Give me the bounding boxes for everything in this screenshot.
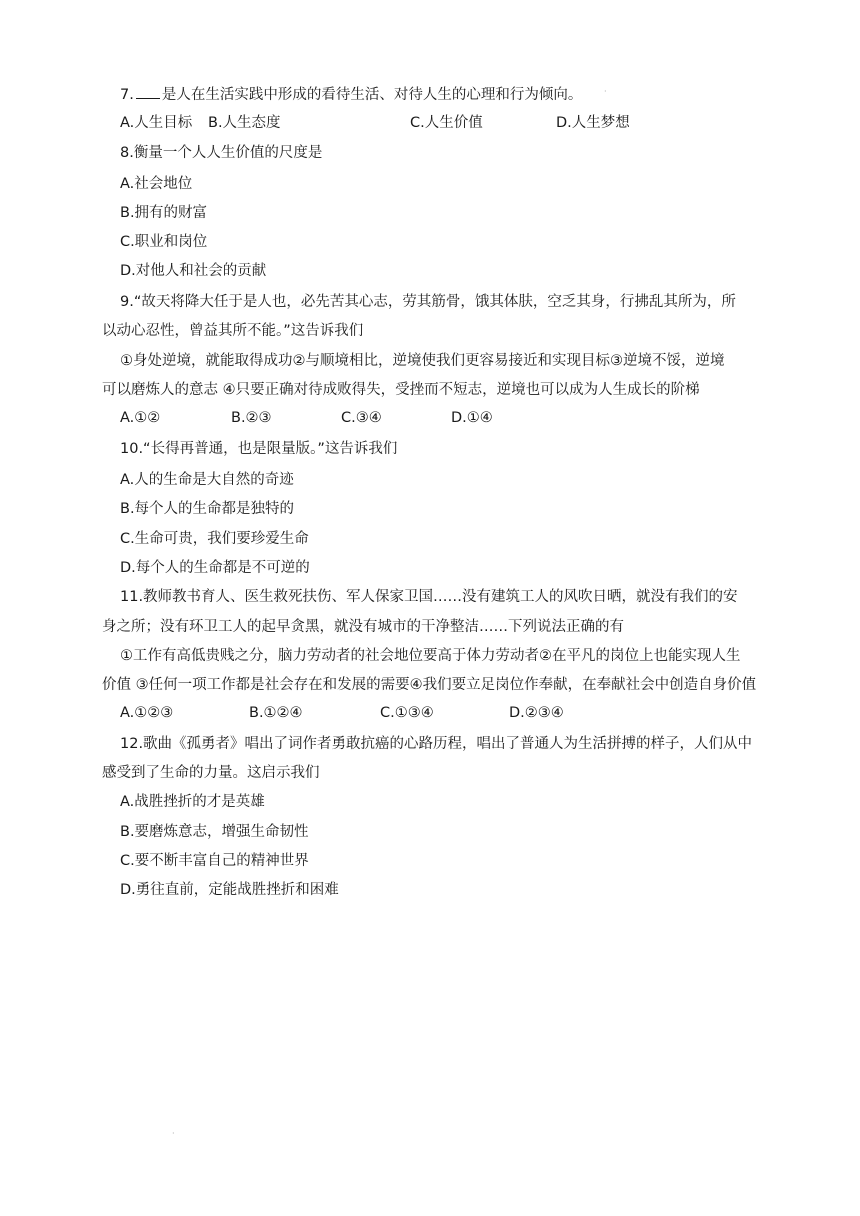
question-7-option-a: A.人生目标 — [120, 115, 193, 131]
question-9-statements-line-2: 可以磨炼人的意志 ④只要正确对待成败得失，受挫而不短志，逆境也可以成为人生成长的阶梯 — [102, 382, 700, 398]
question-11-statements-line-1: ①工作有高低贵贱之分，脑力劳动者的社会地位要高于体力劳动者②在平凡的岗位上也能实现人生 — [120, 648, 741, 664]
question-10-option-b: B.每个人的生命都是独特的 — [120, 501, 295, 517]
question-9-option-c: C.③④ — [341, 410, 382, 426]
question-11-statements-line-2: 价值 ③任何一项工作都是社会存在和发展的需要④我们要立足岗位作奉献，在奉献社会中创造自身价值 — [102, 677, 757, 693]
question-12-option-d: D.勇往直前，定能战胜挫折和困难 — [120, 882, 339, 898]
question-9-option-b: B.②③ — [231, 410, 272, 426]
question-9-stem-line-2: 以动心忍性，曾益其所不能。”这告诉我们 — [102, 323, 364, 339]
question-7-option-c: C.人生价值 — [410, 115, 483, 131]
question-8-stem: 8.衡量一个人人生价值的尺度是 — [120, 145, 323, 161]
question-8-option-c: C.职业和岗位 — [120, 234, 208, 250]
question-7-stem — [120, 84, 582, 105]
answer-blank — [136, 84, 160, 99]
question-9-option-a: A.①② — [120, 410, 161, 426]
question-12-stem-line-2: 感受到了生命的力量。这启示我们 — [102, 765, 320, 781]
question-7-option-b: B.人生态度 — [208, 115, 281, 131]
scan-mark: · — [172, 1129, 175, 1138]
question-9-stem-line-1: 9.“故天将降大任于是人也，必先苦其心志，劳其筋骨，饿其体肤，空乏其身，行拂乱其所为，所 — [120, 294, 736, 310]
question-8-option-b: B.拥有的财富 — [120, 205, 208, 221]
question-12-option-b: B.要磨炼意志，增强生命韧性 — [120, 824, 309, 840]
question-11-stem-line-1: 11.教师教书育人、医生救死扶伤、军人保家卫国……没有建筑工人的风吹日晒，就没有我们的安 — [120, 589, 738, 605]
question-8-option-a: A.社会地位 — [120, 176, 193, 192]
question-10-option-c: C.生命可贵，我们要珍爱生命 — [120, 531, 309, 547]
question-10-stem: 10.“长得再普通，也是限量版。”这告诉我们 — [120, 441, 398, 457]
question-7-number: 7. — [120, 87, 134, 103]
question-11-option-a: A.①②③ — [120, 705, 174, 721]
question-10-option-d: D.每个人的生命都是不可逆的 — [120, 560, 310, 576]
question-9-statements-line-1: ①身处逆境，就能取得成功②与顺境相比，逆境使我们更容易接近和实现目标③逆境不馁，逆境 — [120, 353, 725, 369]
question-12-option-a: A.战胜挫折的才是英雄 — [120, 794, 265, 810]
scan-mark: · — [604, 87, 607, 96]
question-11-stem-line-2: 身之所；没有环卫工人的起早贪黑，就没有城市的干净整洁……下列说法正确的有 — [102, 619, 624, 635]
question-10-option-a: A.人的生命是大自然的奇迹 — [120, 472, 294, 488]
question-12-option-c: C.要不断丰富自己的精神世界 — [120, 853, 309, 869]
question-11-option-b: B.①②④ — [249, 705, 303, 721]
question-7-option-d: D.人生梦想 — [556, 115, 630, 131]
question-9-option-d: D.①④ — [451, 410, 493, 426]
question-12-stem-line-1: 12.歌曲《孤勇者》唱出了词作者勇敢抗癌的心路历程，唱出了普通人为生活拼搏的样子，人们从中 — [120, 736, 753, 752]
question-11-option-d: D.②③④ — [509, 705, 564, 721]
question-7-text: 是人在生活实践中形成的看待生活、对待人生的心理和行为倾向。 — [161, 87, 583, 103]
question-11-option-c: C.①③④ — [380, 705, 434, 721]
question-8-option-d: D.对他人和社会的贡献 — [120, 263, 267, 279]
